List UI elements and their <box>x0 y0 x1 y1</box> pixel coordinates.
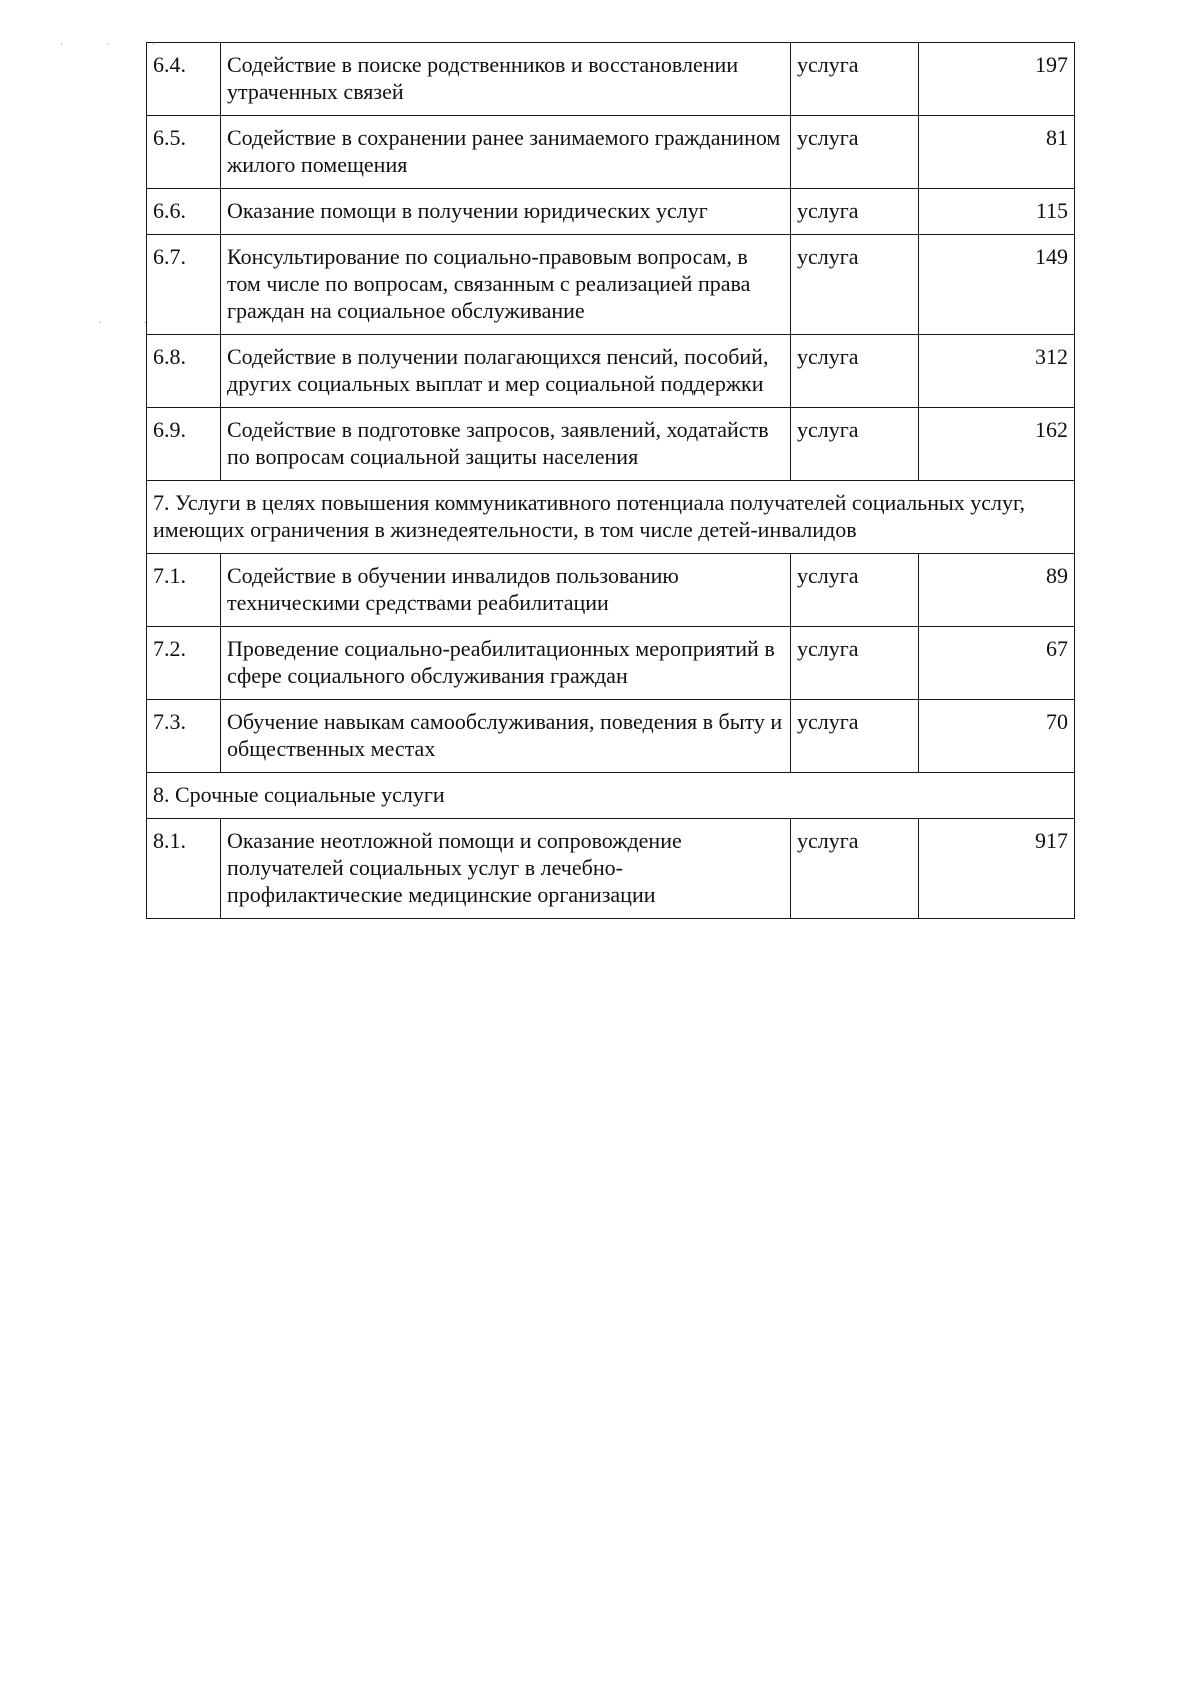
services-table-body <box>147 43 1075 919</box>
service-name: Содействие в получении полагающихся пенсий, пособий, других социальных выплат и мер социальной поддержки <box>221 335 791 408</box>
service-value: 70 <box>919 700 1075 773</box>
row-number: 6.7. <box>147 235 221 335</box>
unit-of-measure: услуга <box>791 43 919 116</box>
row-number: 6.4. <box>147 43 221 116</box>
row-number: 6.5. <box>147 116 221 189</box>
section-title: 7. Услуги в целях повышения коммуникативного потенциала получателей социальных услуг, имеющих ограничения в жизнедеятельности, в том числе детей-инвалидов <box>147 481 1075 554</box>
table-row <box>147 819 1075 919</box>
table-row <box>147 116 1075 189</box>
service-name: Содействие в обучении инвалидов пользованию техническими средствами реабилитации <box>221 554 791 627</box>
table-row <box>147 554 1075 627</box>
unit-of-measure: услуга <box>791 627 919 700</box>
service-value: 149 <box>919 235 1075 335</box>
row-number: 7.2. <box>147 627 221 700</box>
row-number: 7.1. <box>147 554 221 627</box>
service-value: 312 <box>919 335 1075 408</box>
service-name: Консультирование по социально-правовым вопросам, в том числе по вопросам, связанным с реализацией права граждан на социальное обслуживание <box>221 235 791 335</box>
table-row <box>147 235 1075 335</box>
service-value: 81 <box>919 116 1075 189</box>
row-number: 6.6. <box>147 189 221 235</box>
service-name: Содействие в поиске родственников и восстановлении утраченных связей <box>221 43 791 116</box>
service-value: 115 <box>919 189 1075 235</box>
scan-speck-top: · · · <box>60 40 175 51</box>
unit-of-measure: услуга <box>791 335 919 408</box>
section-title: 8. Срочные социальные услуги <box>147 773 1075 819</box>
unit-of-measure: услуга <box>791 408 919 481</box>
table-row <box>147 627 1075 700</box>
service-name: Содействие в сохранении ранее занимаемого гражданином жилого помещения <box>221 116 791 189</box>
services-table <box>146 42 1075 919</box>
service-name: Оказание неотложной помощи и сопровождение получателей социальных услуг в лечебно-профилактические медицинские организации <box>221 819 791 919</box>
table-row <box>147 189 1075 235</box>
table-row <box>147 408 1075 481</box>
unit-of-measure: услуга <box>791 819 919 919</box>
service-name: Содействие в подготовке запросов, заявлений, ходатайств по вопросам социальной защиты населения <box>221 408 791 481</box>
table-row <box>147 43 1075 116</box>
section-header-row <box>147 481 1075 554</box>
row-number: 7.3. <box>147 700 221 773</box>
unit-of-measure: услуга <box>791 554 919 627</box>
unit-of-measure: услуга <box>791 700 919 773</box>
section-header-row <box>147 773 1075 819</box>
service-value: 67 <box>919 627 1075 700</box>
unit-of-measure: услуга <box>791 189 919 235</box>
table-row <box>147 700 1075 773</box>
table-row <box>147 335 1075 408</box>
service-name: Проведение социально-реабилитационных мероприятий в сфере социального обслуживания граждан <box>221 627 791 700</box>
service-value: 917 <box>919 819 1075 919</box>
service-name: Обучение навыкам самообслуживания, поведения в быту и общественных местах <box>221 700 791 773</box>
unit-of-measure: услуга <box>791 235 919 335</box>
unit-of-measure: услуга <box>791 116 919 189</box>
row-number: 6.8. <box>147 335 221 408</box>
scan-speck-left: · · <box>98 318 168 329</box>
service-value: 197 <box>919 43 1075 116</box>
service-name: Оказание помощи в получении юридических услуг <box>221 189 791 235</box>
service-value: 162 <box>919 408 1075 481</box>
row-number: 8.1. <box>147 819 221 919</box>
row-number: 6.9. <box>147 408 221 481</box>
service-value: 89 <box>919 554 1075 627</box>
